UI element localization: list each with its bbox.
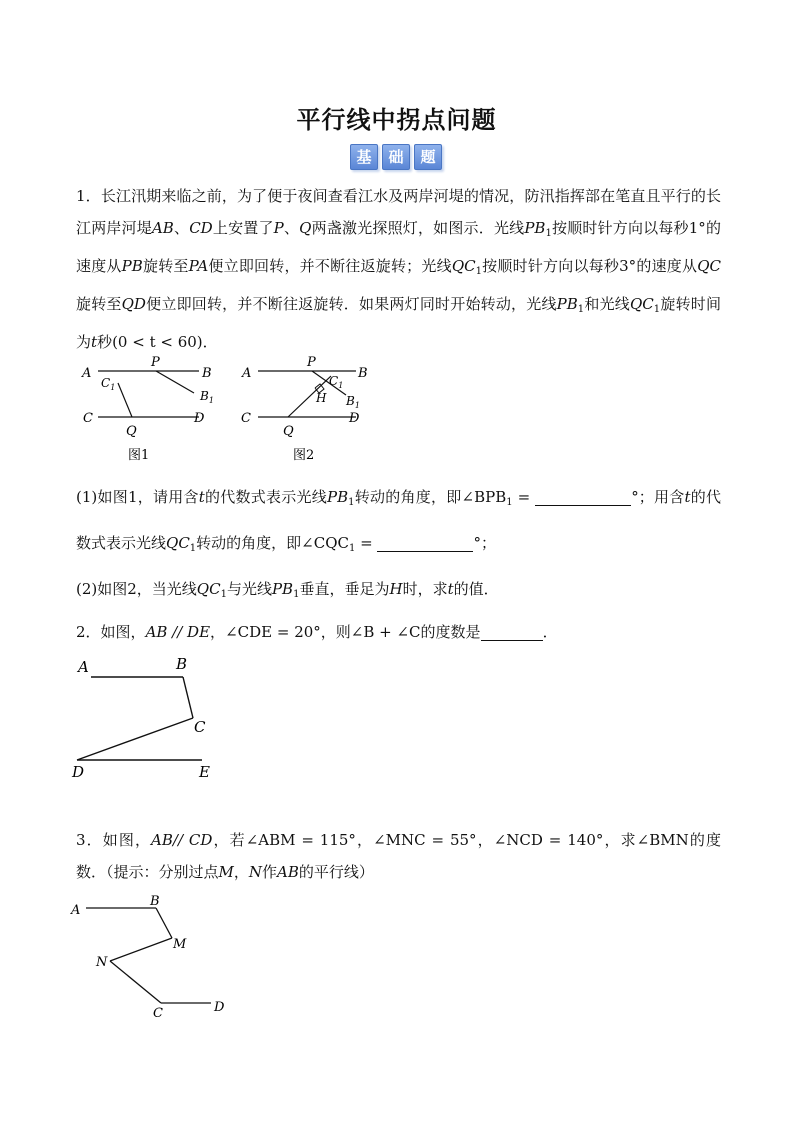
label-c1: $C_1$ bbox=[101, 376, 116, 392]
label-m: M bbox=[173, 937, 187, 952]
label-q: Q bbox=[126, 424, 137, 439]
answer-blank[interactable] bbox=[377, 533, 473, 552]
figure-2 bbox=[238, 350, 388, 465]
label-h: H bbox=[316, 391, 327, 405]
badge-char: 础 bbox=[382, 144, 410, 170]
label-p: P bbox=[151, 355, 160, 370]
question-1-text: 1．长江汛期来临之前，为了便于夜间查看江水及两岸河堤的情况，防汛指挥部在笔直且平行的长江两岸河堤AB、CD上安置了P、Q两盏激光探照灯，如图示．光线$PB_1$按顺时针方向以每秒1°的速度从PB旋转至PA便立即回转，并不断往返旋转；光线$QC_1$按顺时针方向以每秒3°的速度从QC旋转至QD便立即回转，并不断往返旋转．如果两灯同时开始转动，光线$PB_1$和光线$QC_1$旋转时间为t秒(0 < t < 60)． bbox=[76, 187, 721, 351]
badge-char: 基 bbox=[350, 144, 378, 170]
label-c: C bbox=[83, 411, 93, 426]
segment-nc bbox=[110, 961, 161, 1003]
label-c: C bbox=[194, 718, 206, 736]
label-a: A bbox=[78, 658, 89, 676]
label-q: Q bbox=[283, 424, 294, 439]
label-b: B bbox=[202, 366, 212, 381]
question-2-text: 2．如图，AB // DE，∠CDE = 20°，则∠B + ∠C的度数是 ． bbox=[76, 623, 558, 641]
question-3-text: 3．如图，AB// CD，若∠ABM = 115°，∠MNC = 55°，∠NCD = 140°，求∠BMN的度数．（提示：分别过点M，N作AB的平行线） bbox=[76, 831, 721, 881]
label-p: P bbox=[307, 355, 316, 370]
segment-cd bbox=[77, 718, 193, 760]
figure-3 bbox=[70, 652, 220, 782]
label-b1: $B_1$ bbox=[346, 394, 360, 410]
figure-1-caption: 图1 bbox=[128, 448, 150, 463]
label-a: A bbox=[242, 366, 252, 381]
label-c1: $C_1$ bbox=[329, 374, 344, 390]
label-d: D bbox=[214, 1000, 225, 1015]
question-1-parts: (1)如图1，请用含t的代数式表示光线$PB_1$转动的角度，即$\angle BPB_1$ = °；用含t的代数式表示光线$QC_1$转动的角度，即$\angle CQC_1$ = °； (2)如图2，当光线$QC_1$与光线$PB_1$垂直，垂足为H时，求t的值． bbox=[76, 488, 721, 600]
page-title: 平行线中拐点问题 bbox=[296, 106, 497, 134]
figure-2-caption: 图2 bbox=[293, 448, 315, 463]
label-d: D bbox=[349, 411, 360, 426]
answer-blank[interactable] bbox=[481, 622, 543, 641]
figure-1 bbox=[76, 350, 226, 465]
label-a: A bbox=[71, 903, 81, 918]
label-b: B bbox=[150, 894, 160, 909]
section-badge bbox=[350, 144, 442, 170]
badge-char: 题 bbox=[414, 144, 442, 170]
label-a: A bbox=[82, 366, 92, 381]
label-b: B bbox=[358, 366, 368, 381]
answer-blank[interactable] bbox=[535, 487, 631, 506]
label-d: D bbox=[194, 411, 205, 426]
segment-bc bbox=[183, 677, 193, 718]
label-b1: $B_1$ bbox=[200, 389, 214, 405]
label-b: B bbox=[176, 655, 188, 673]
label-e: E bbox=[199, 763, 210, 781]
segment-mn bbox=[110, 938, 172, 961]
ray-qc1 bbox=[118, 383, 132, 417]
segment-bm bbox=[156, 908, 172, 938]
label-n: N bbox=[96, 955, 108, 970]
label-c: C bbox=[241, 411, 251, 426]
label-c: C bbox=[153, 1006, 163, 1021]
label-d: D bbox=[72, 763, 85, 781]
ray-pb1 bbox=[156, 371, 194, 393]
figure-4 bbox=[66, 892, 236, 1027]
